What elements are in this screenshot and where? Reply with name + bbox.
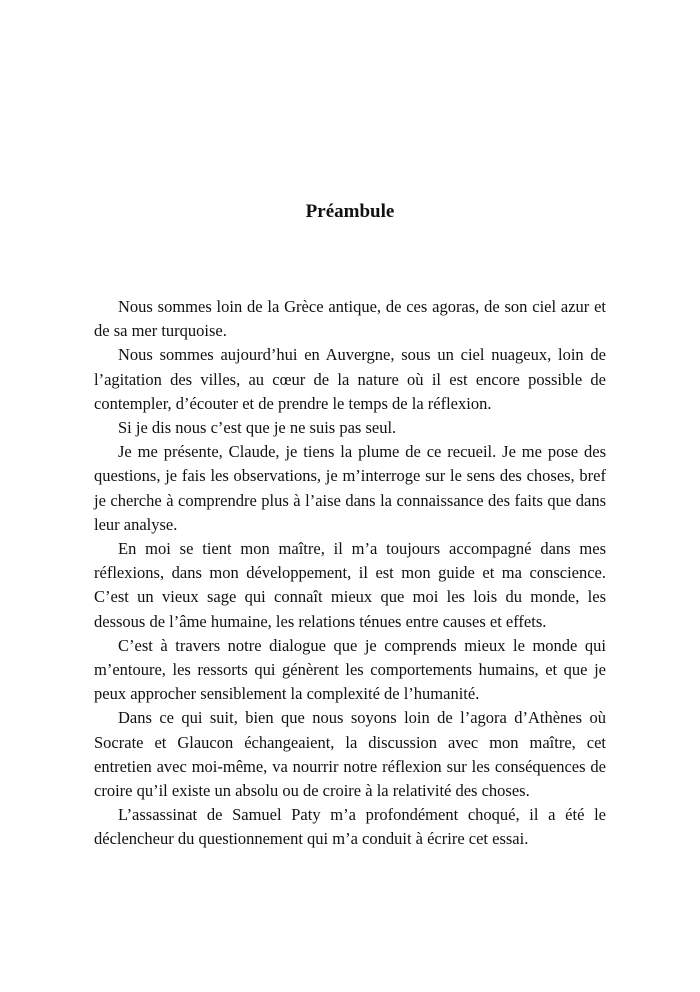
chapter-title: Préambule bbox=[305, 201, 395, 222]
paragraph-8: L’assassinat de Samuel Paty m’a profondément choqué, il a été le déclencheur du questionnement qui m’a conduit à écrire cet essai. bbox=[94, 805, 606, 849]
paragraph-3: Si je dis nous c’est que je ne suis pas seul. bbox=[118, 418, 397, 438]
paragraph-2: Nous sommes aujourd’hui en Auvergne, sous un ciel nuageux, loin de l’agitation des villes, au cœur de la nature où il est encore possible de contempler, d’écouter et de prendre le temps de la réflexion. bbox=[94, 345, 606, 413]
paragraph-4: Je me présente, Claude, je tiens la plume de ce recueil. Je me pose des questions, je fais les observations, je m’interroge sur le sens des choses, bref je cherche à comprendre plus à l’aise dans la connaissance des faits que dans leur analyse. bbox=[94, 442, 606, 534]
paragraph-7: Dans ce qui suit, bien que nous soyons loin de l’agora d’Athènes où Socrate et Glaucon échangeaient, la discussion avec mon maître, cet entretien avec moi-même, va nourrir notre réflexion sur les conséquences de croire qu’il existe un absolu ou de croire à la relativité des choses. bbox=[94, 708, 606, 801]
chapter-body bbox=[94, 295, 606, 852]
paragraph-6: C’est à travers notre dialogue que je comprends mieux le monde qui m’entoure, les ressorts qui génèrent les comportements humains, et que je peux approcher sensiblement la complexité de l’humanité. bbox=[94, 635, 606, 704]
paragraph-5: En moi se tient mon maître, il m’a toujours accompagné dans mes réflexions, dans mon développement, il est mon guide et ma conscience. C’est un vieux sage qui connaît mieux que moi les lois du monde, les dessous de l’âme humaine, les relations ténues entre causes et effets. bbox=[94, 539, 606, 631]
paragraph-1: Nous sommes loin de la Grèce antique, de ces agoras, de son ciel azur et de sa mer turquoise. bbox=[94, 297, 606, 341]
